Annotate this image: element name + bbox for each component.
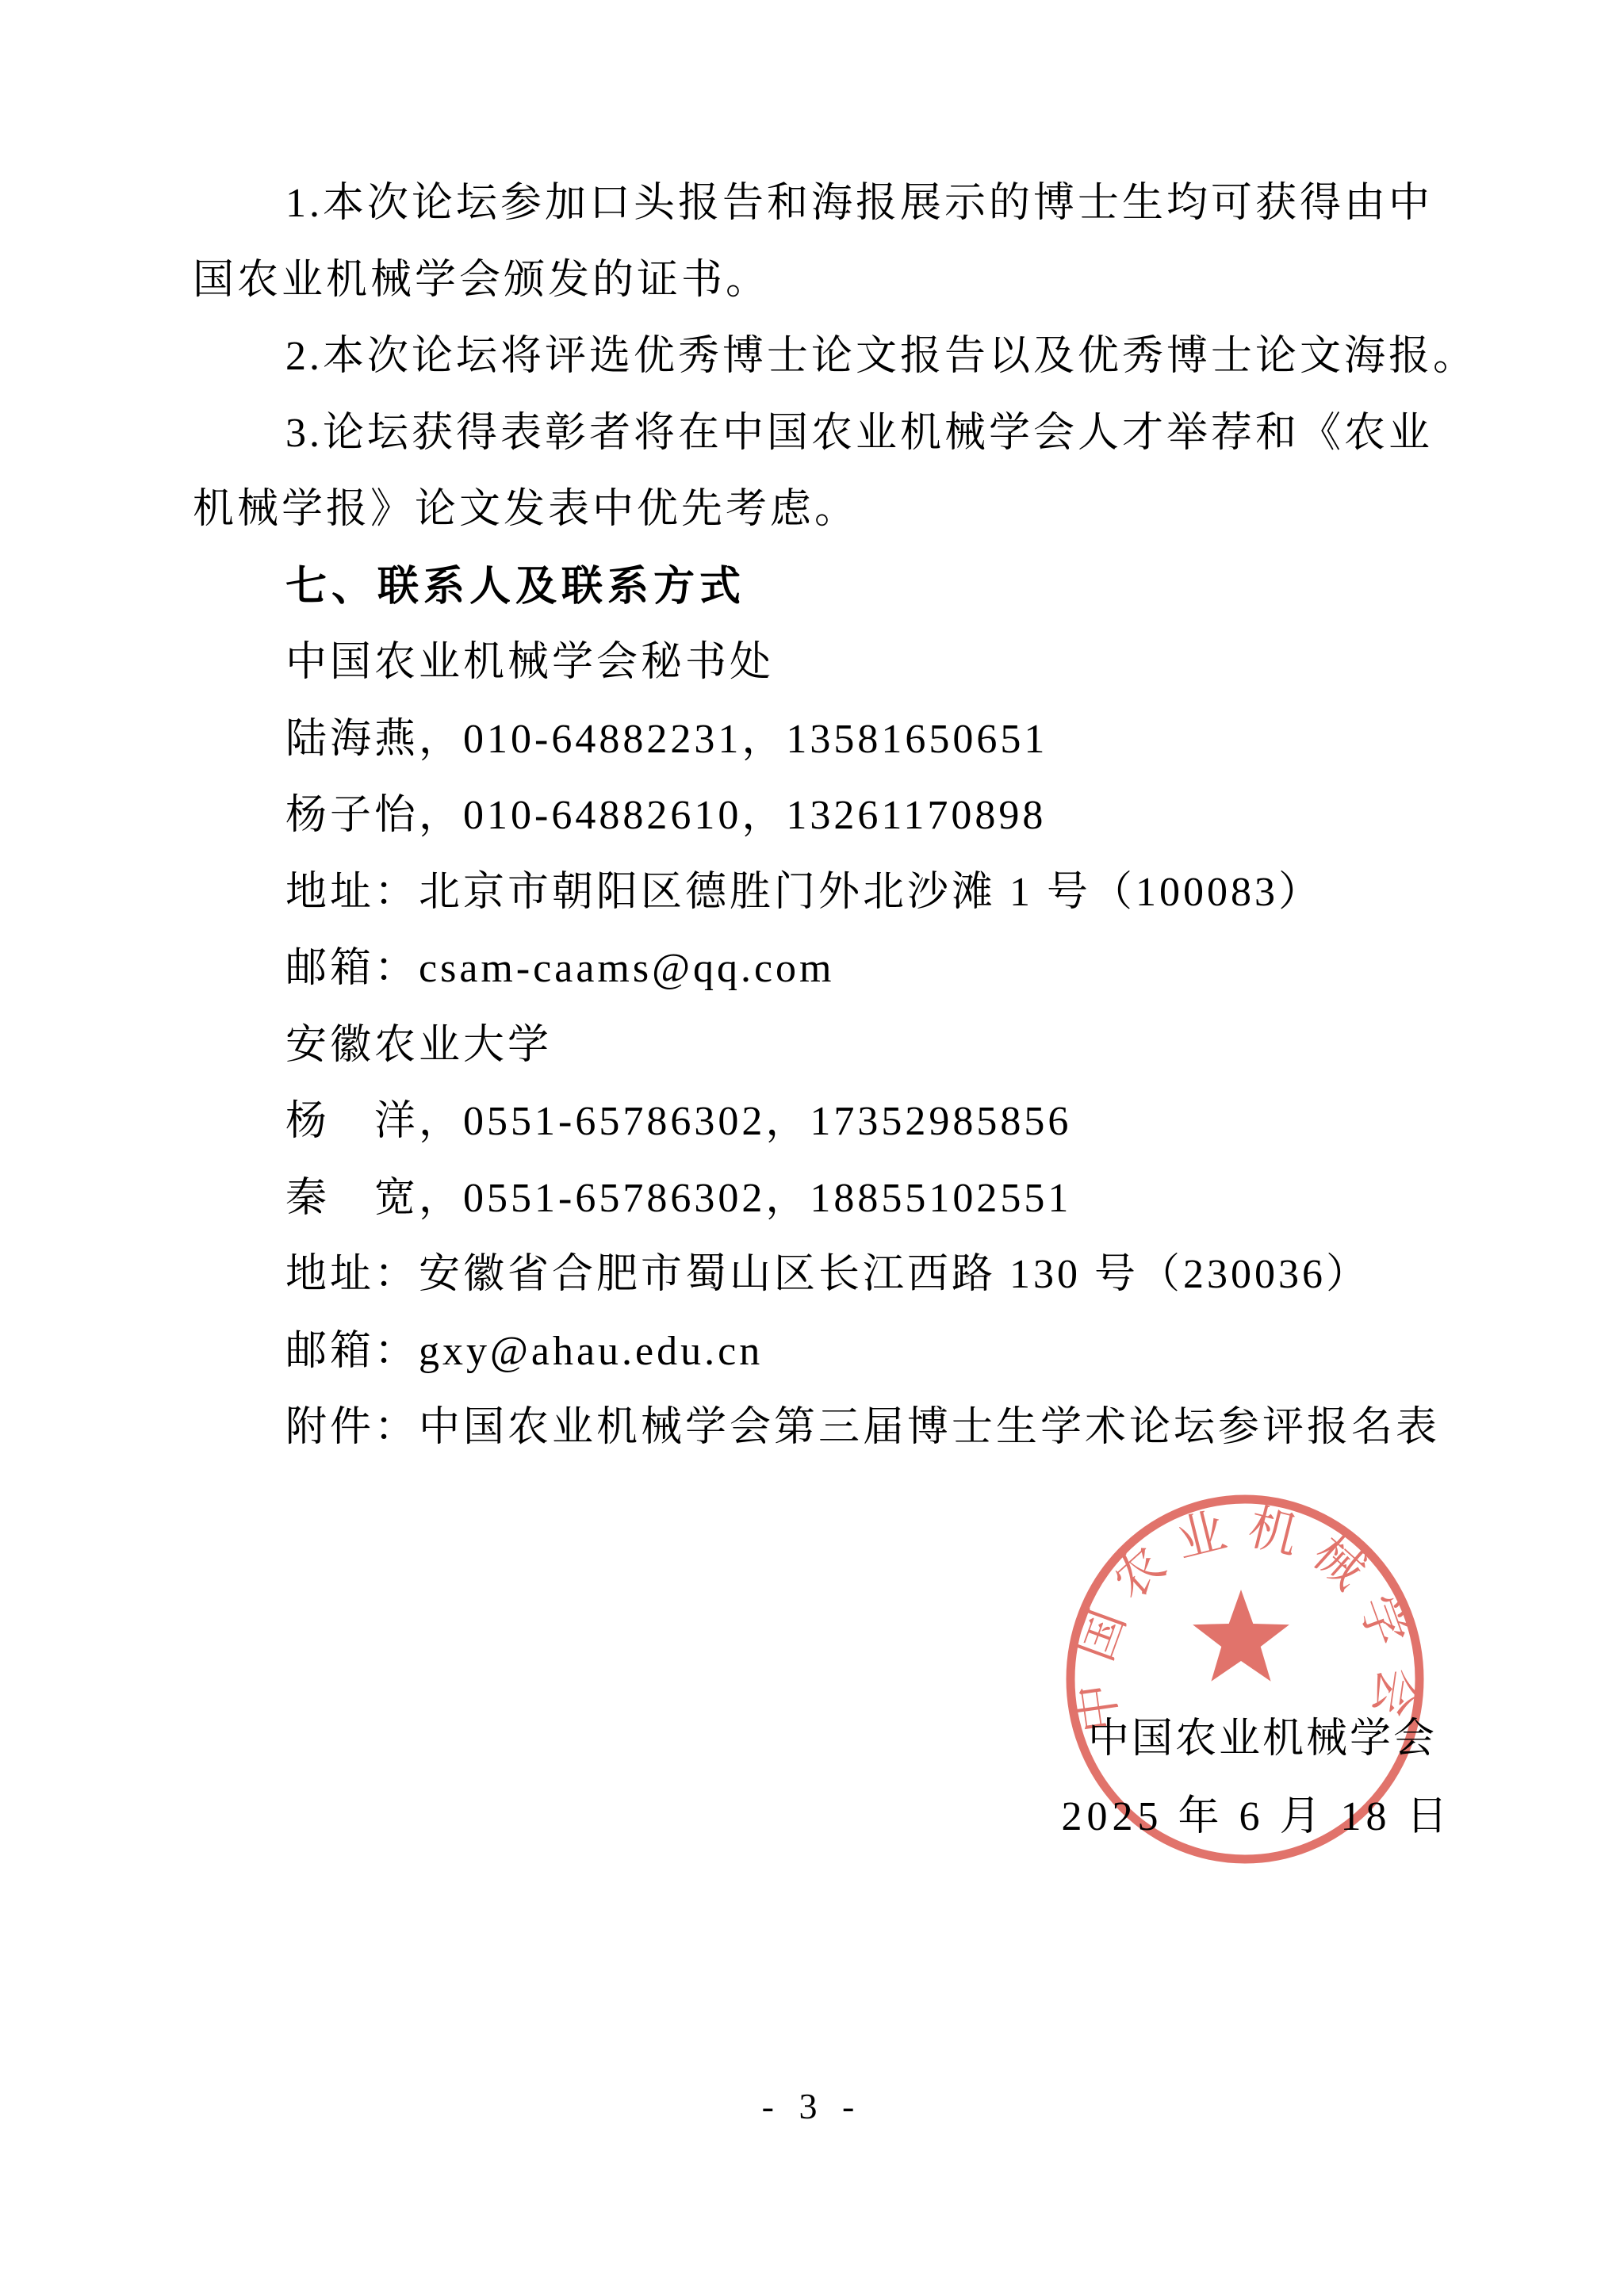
paragraph-line: 3.论坛获得表彰者将在中国农业机械学会人才举荐和《农业 (285, 410, 1434, 456)
seal-star-icon (1193, 1590, 1289, 1682)
seal-arc-text: 中国农业机械学会 (1066, 1500, 1424, 1736)
contact-line: 地址：安徽省合肥市蜀山区长江西路 130 号（230036） (285, 1252, 1371, 1297)
contact-line: 秦 宽，0551-65786302，18855102551 (285, 1175, 1072, 1221)
attachment-line: 附件：中国农业机械学会第三届博士生学术论坛参评报名表 (285, 1405, 1441, 1450)
contact-line: 地址：北京市朝阳区德胜门外北沙滩 1 号（100083） (285, 869, 1323, 915)
signature-organization: 中国农业机械学会 (1087, 1716, 1438, 1762)
document-body (193, 166, 1509, 1467)
contact-line: 陆海燕，010-64882231，13581650651 (285, 716, 1048, 762)
page-number: - 3 - (761, 2086, 863, 2126)
contact-line: 中国农业机械学会秘书处 (285, 640, 775, 685)
contact-line: 杨子怡，010-64882610，13261170898 (285, 793, 1047, 838)
paragraph-line: 2.本次论坛将评选优秀博士论文报告以及优秀博士论文海报。 (285, 334, 1478, 379)
official-seal-stamp (1063, 1494, 1427, 1869)
paragraph-line: 国农业机械学会颁发的证书。 (193, 257, 771, 303)
contact-line: 杨 洋，0551-65786302，17352985856 (285, 1099, 1072, 1144)
section-heading: 七、联系人及联系方式 (285, 563, 746, 610)
contact-line: 邮箱：csam-caams@qq.com (285, 946, 835, 991)
contact-line: 安徽农业大学 (285, 1022, 553, 1068)
contact-line: 邮箱：gxy@ahau.edu.cn (285, 1328, 764, 1374)
paragraph-line: 1.本次论坛参加口头报告和海报展示的博士生均可获得由中 (285, 181, 1434, 226)
paragraph-line: 机械学报》论文发表中优先考虑。 (193, 487, 860, 532)
signature-date: 2025 年 6 月 18 日 (1061, 1794, 1453, 1839)
